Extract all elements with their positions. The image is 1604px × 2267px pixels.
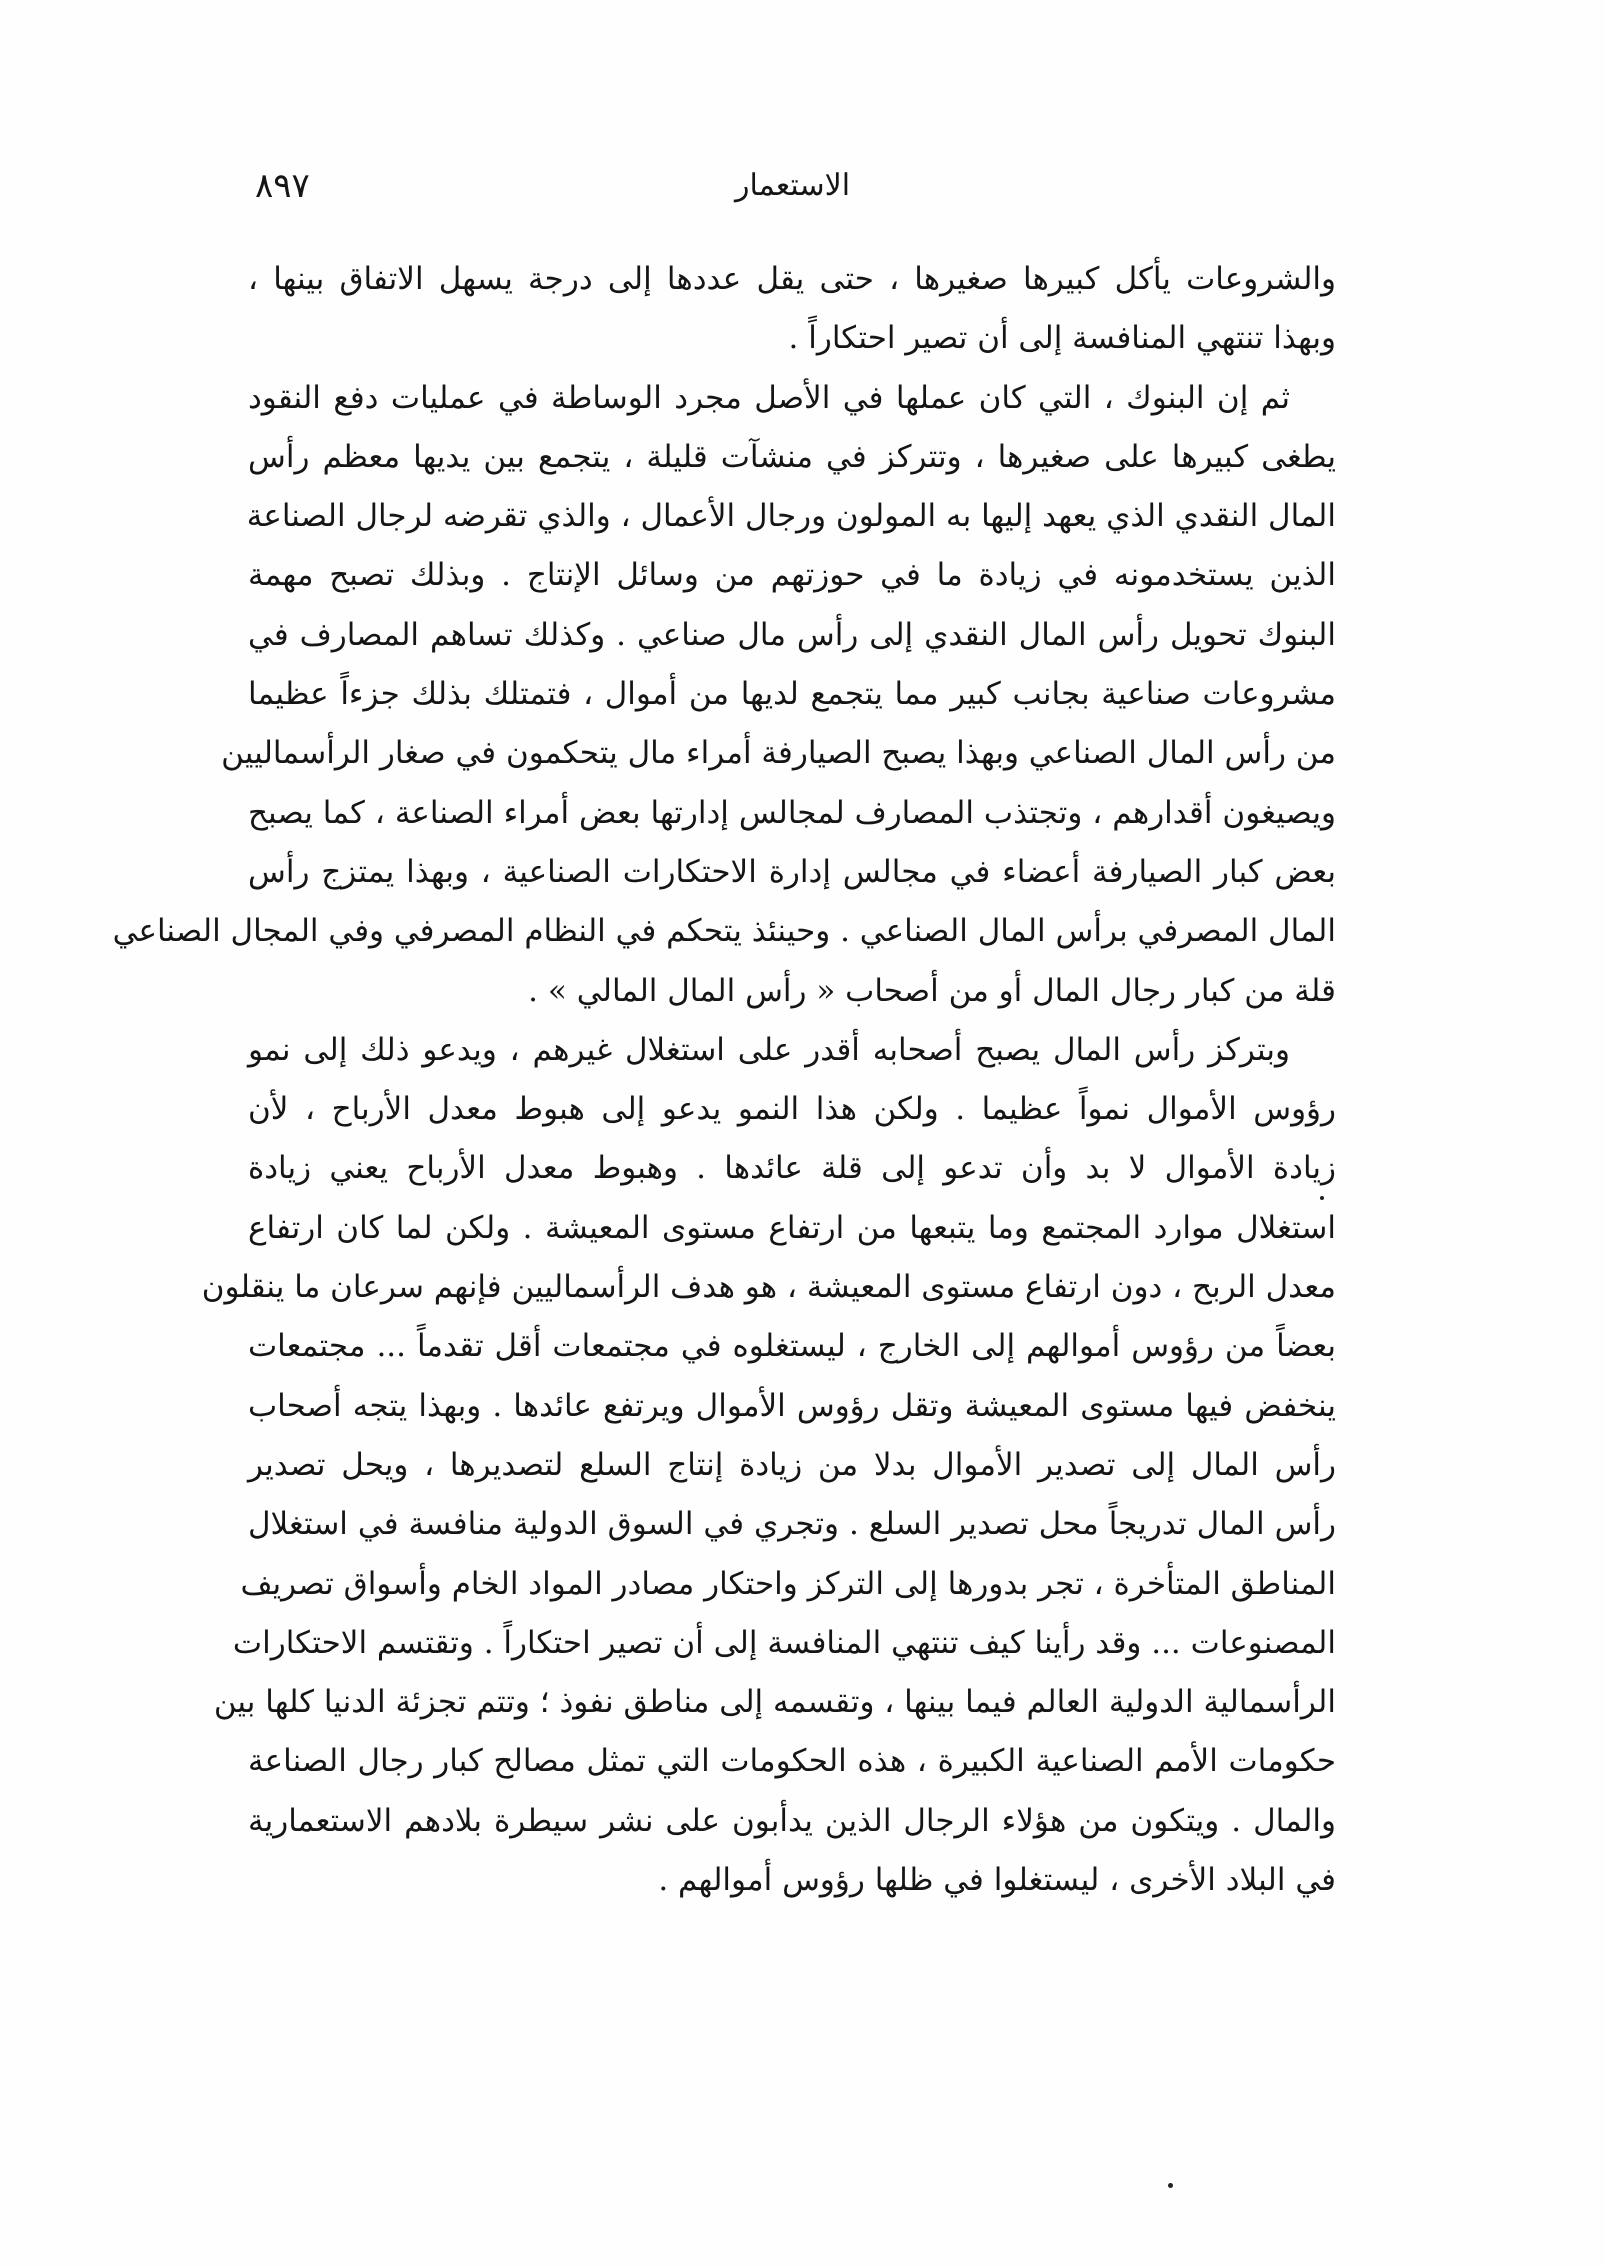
scan-speck bbox=[1168, 2183, 1173, 2188]
page-number: ٨٩٧ bbox=[255, 166, 310, 206]
text-line: حكومات الأمم الصناعية الكبيرة ، هذه الحكومات التي تمثل مصالح كبار رجال الصناعة bbox=[248, 1743, 1336, 1780]
text-line: مشروعات صناعية بجانب كبير مما يتجمع لديها من أموال ، فتمتلك بذلك جزءاً عظيما bbox=[248, 676, 1336, 713]
text-line: استغلال موارد المجتمع وما يتبعها من ارتفاع مستوى المعيشة . ولكن لما كان ارتفاع bbox=[248, 1209, 1336, 1246]
text-line: المناطق المتأخرة ، تجر بدورها إلى التركز واحتكار مصادر المواد الخام وأسواق تصريف bbox=[240, 1565, 1336, 1602]
text-line: في البلاد الأخرى ، ليستغلوا في ظلها رؤوس أموالهم . bbox=[658, 1862, 1336, 1899]
text-line: قلة من كبار رجال المال أو من أصحاب « رأس المال المالي » . bbox=[528, 972, 1336, 1009]
text-line: بعضاً من رؤوس أموالهم إلى الخارج ، ليستغلوه في مجتمعات أقل تقدماً ... مجتمعات bbox=[248, 1328, 1336, 1365]
text-line: رؤوس الأموال نمواً عظيما . ولكن هذا النمو يدعو إلى هبوط معدل الأرباح ، لأن bbox=[248, 1091, 1336, 1128]
text-line: رأس المال إلى تصدير الأموال بدلا من زيادة إنتاج السلع لتصديرها ، ويحل تصدير bbox=[248, 1446, 1336, 1483]
scan-speck bbox=[1320, 1196, 1324, 1200]
text-line: بعض كبار الصيارفة أعضاء في مجالس إدارة الاحتكارات الصناعية ، وبهذا يمتزج رأس bbox=[248, 853, 1336, 890]
text-line: ثم إن البنوك ، التي كان عملها في الأصل مجرد الوساطة في عمليات دفع النقود bbox=[248, 379, 1290, 416]
text-line: الرأسمالية الدولية العالم فيما بينها ، وتقسمه إلى مناطق نفوذ ؛ وتتم تجزئة الدنيا كلها بين bbox=[213, 1684, 1336, 1721]
text-line: معدل الربح ، دون ارتفاع مستوى المعيشة ، هو هدف الرأسماليين فإنهم سرعان ما ينقلون bbox=[201, 1269, 1336, 1306]
text-line: يطغى كبيرها على صغيرها ، وتتركز في منشآت قليلة ، يتجمع بين يديها معظم رأس bbox=[248, 438, 1336, 475]
text-line: والمال . ويتكون من هؤلاء الرجال الذين يدأبون على نشر سيطرة بلادهم الاستعمارية bbox=[248, 1802, 1336, 1839]
text-line: زيادة الأموال لا بد وأن تدعو إلى قلة عائدها . وهبوط معدل الأرباح يعني زيادة bbox=[248, 1150, 1336, 1187]
running-head bbox=[255, 166, 1330, 226]
text-line: ويصيغون أقدارهم ، وتجتذب المصارف لمجالس إدارتها بعض أمراء الصناعة ، كما يصبح bbox=[248, 794, 1336, 831]
text-line: من رأس المال الصناعي وبهذا يصبح الصيارفة أمراء مال يتحكمون في صغار الرأسماليين bbox=[221, 735, 1336, 772]
text-line: رأس المال تدريجاً محل تصدير السلع . وتجري في السوق الدولية منافسة في استغلال bbox=[248, 1506, 1336, 1543]
text-line: وبتركز رأس المال يصبح أصحابه أقدر على استغلال غيرهم ، ويدعو ذلك إلى نمو bbox=[248, 1031, 1290, 1068]
body-text bbox=[112, 250, 1336, 1910]
text-line: المصنوعات ... وقد رأينا كيف تنتهي المنافسة إلى أن تصير احتكاراً . وتقتسم الاحتكارات bbox=[232, 1624, 1336, 1661]
text-line: الذين يستخدمونه في زيادة ما في حوزتهم من وسائل الإنتاج . وبذلك تصبح مهمة bbox=[248, 557, 1336, 594]
text-line: المال المصرفي برأس المال الصناعي . وحينئذ يتحكم في النظام المصرفي وفي المجال الصناعي bbox=[112, 913, 1336, 950]
text-line: المال النقدي الذي يعهد إليها به المولون ورجال الأعمال ، والذي تقرضه لرجال الصناعة bbox=[246, 498, 1336, 535]
running-title: الاستعمار bbox=[734, 168, 851, 203]
text-line: ينخفض فيها مستوى المعيشة وتقل رؤوس الأموال ويرتفع عائدها . وبهذا يتجه أصحاب bbox=[248, 1387, 1336, 1424]
text-line: البنوك تحويل رأس المال النقدي إلى رأس مال صناعي . وكذلك تساهم المصارف في bbox=[248, 616, 1336, 653]
text-line: وبهذا تنتهي المنافسة إلى أن تصير احتكاراً . bbox=[788, 320, 1336, 357]
text-line: والشروعات يأكل كبيرها صغيرها ، حتى يقل عددها إلى درجة يسهل الاتفاق بينها ، bbox=[248, 261, 1336, 297]
